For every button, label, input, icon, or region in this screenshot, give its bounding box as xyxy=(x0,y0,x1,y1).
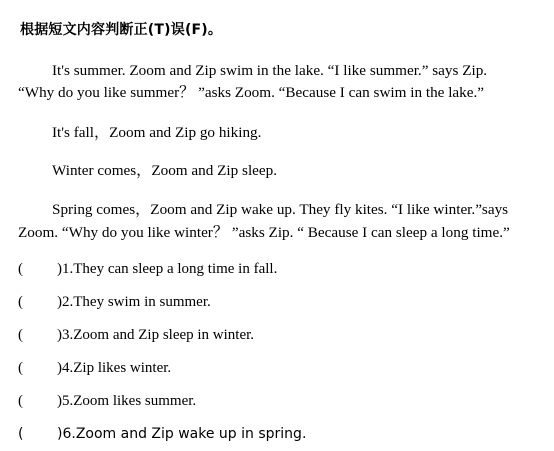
answer-blank-open-paren[interactable]: ( xyxy=(18,327,23,343)
question-text: )2.They swim in summer. xyxy=(57,294,211,310)
exercise-title: 根据短文内容判断正(T)误(F)。 xyxy=(20,22,223,38)
answer-blank-open-paren[interactable]: ( xyxy=(18,294,23,310)
question-text: )6.Zoom and Zip wake up in spring. xyxy=(57,426,307,442)
passage-paragraph-2: It's fall，Zoom and Zip go hiking. xyxy=(52,124,262,141)
question-text: )5.Zoom likes summer. xyxy=(57,393,197,409)
question-text: )4.Zip likes winter. xyxy=(57,360,172,376)
passage-paragraph-4-line-1: Spring comes，Zoom and Zip wake up. They fly kites. “I like winter.”says xyxy=(52,201,509,218)
passage-paragraph-1-line-1: It's summer. Zoom and Zip swim in the lake. “I like summer.” says Zip. xyxy=(52,62,488,79)
answer-blank-open-paren[interactable]: ( xyxy=(18,360,23,376)
question-text: )3.Zoom and Zip sleep in winter. xyxy=(57,327,255,343)
answer-blank-open-paren[interactable]: ( xyxy=(18,261,23,277)
answer-blank-open-paren[interactable]: ( xyxy=(18,393,23,409)
question-text: )1.They can sleep a long time in fall. xyxy=(57,261,278,277)
passage-paragraph-1-line-2: “Why do you like summer？ ”asks Zoom. “Because I can swim in the lake.” xyxy=(18,84,485,101)
passage-paragraph-4-line-2: Zoom. “Why do you like winter？ ”asks Zip. “ Because I can sleep a long time.” xyxy=(18,224,510,241)
passage-paragraph-3: Winter comes，Zoom and Zip sleep. xyxy=(52,162,278,179)
answer-blank-open-paren[interactable]: ( xyxy=(18,426,24,442)
